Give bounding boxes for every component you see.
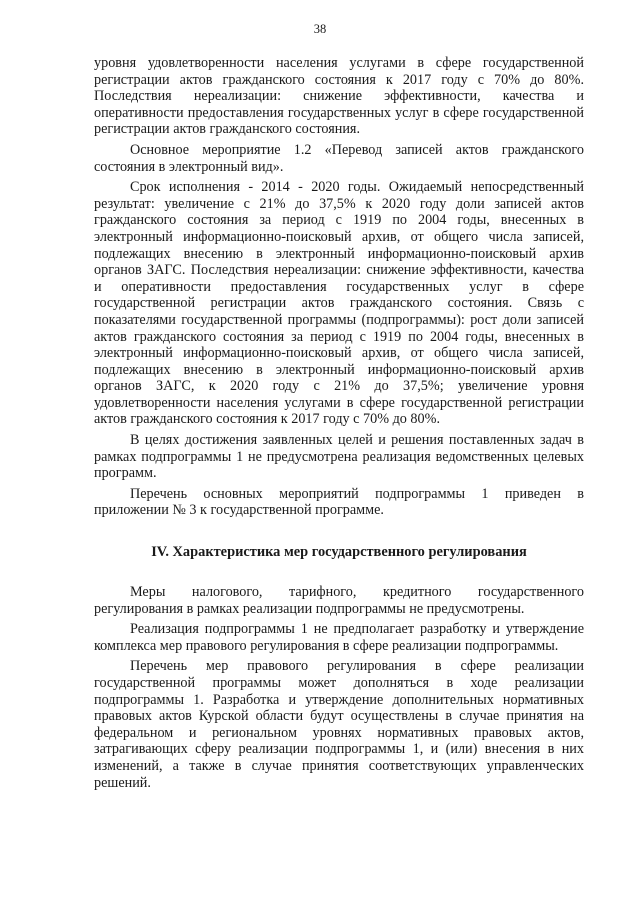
document-body	[94, 55, 584, 795]
paragraph-list-reference: Перечень основных мероприятий подпрограммы 1 приведен в приложении № 3 к государственной программе.	[94, 485, 584, 519]
paragraph-targets: В целях достижения заявленных целей и решения поставленных задач в рамках подпрограммы 1 не предусмотрена реализация ведомственных целевых программ.	[94, 432, 584, 482]
paragraph-legal-regulation: Реализация подпрограммы 1 не предполагает разработку и утверждение комплекса мер правового регулирования в сфере реализации подпрограммы.	[94, 621, 584, 654]
paragraph-regulation-measures: Меры налогового, тарифного, кредитного государственного регулирования в рамках реализации подпрограммы не предусмотрены.	[94, 584, 584, 617]
paragraph-deadline: Срок исполнения - 2014 - 2020 годы. Ожидаемый непосредственный результат: увеличение с 21% до 37,5% к 2020 году доли записей актов гражданского состояния за период с 1919 по 2004 годы, внесенных в электронный информационно-поисковый архив, от общего числа записей, подлежащих внесению в электронный информационно-поисковый архив органов ЗАГС. Последствия нереализации: снижение эффективности, качества и оперативности предоставления государственных услуг в сфере государственной регистрации актов гражданского состояния. Связь с показателями государственной программы (подпрограммы): рост доли записей актов гражданского состояния за период с 1919 по 2004 годы, внесенных в электронный информационно-поисковый архив, от общего числа записей, подлежащих внесению в электронный информационно-поисковый архив органов ЗАГС, к 2020 году с 21% до 37,5%; увеличение уровня удовлетворенности населения услугами в сфере государственной регистрации актов гражданского состояния к 2017 году с 70% до 80%.	[94, 179, 584, 428]
paragraph-main-measure: Основное мероприятие 1.2 «Перевод записей актов гражданского состояния в электронный вид».	[94, 141, 584, 175]
paragraph-continuation: уровня удовлетворенности населения услугами в сфере государственной регистрации актов гражданского состояния к 2017 году с 70% до 80%. Последствия нереализации: снижение эффективности, качества и оперативности предоставления государственных услуг в сфере государственной регистрации актов гражданского состояния.	[94, 55, 584, 138]
paragraph-additional-acts: Перечень мер правового регулирования в сфере реализации государственной программы может дополняться в ходе реализации подпрограммы 1. Разработка и утверждение дополнительных нормативных правовых актов Курской области будут осуществлены в случае принятия на федеральном и региональном уровнях нормативных правовых актов, затрагивающих сферу реализации подпрограммы 1, и (или) внесения в них изменений, а также в случае принятия соответствующих управленческих решений.	[94, 658, 584, 791]
page-number: 38	[313, 22, 327, 36]
section-heading: IV. Характеристика мер государственного регулирования	[151, 544, 527, 561]
